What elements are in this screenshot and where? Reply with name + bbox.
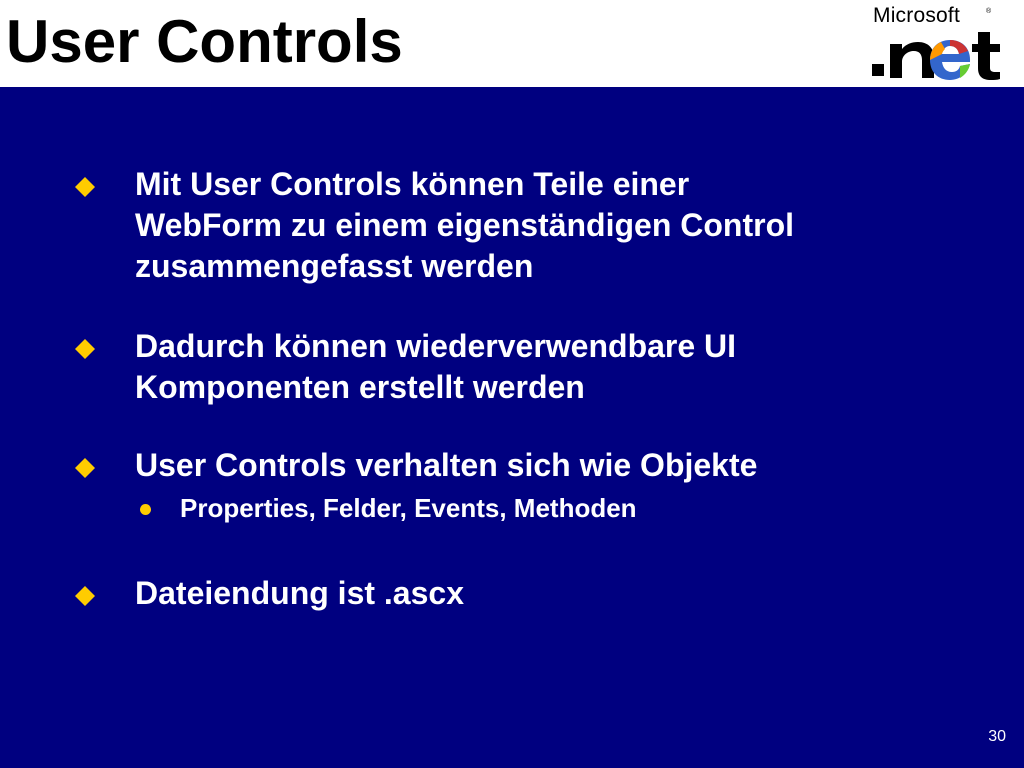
logo-registered-mark: ®	[986, 8, 992, 15]
diamond-bullet-icon	[75, 458, 95, 478]
slide-body	[0, 87, 1024, 768]
bullet-text-line: Mit User Controls können Teile einer	[135, 166, 690, 202]
bullet-text-line: User Controls verhalten sich wie Objekte	[135, 447, 758, 483]
microsoft-net-logo	[866, 2, 1018, 84]
slide-title: User Controls	[6, 8, 403, 75]
diamond-bullet-icon	[75, 586, 95, 606]
bullet-text-line: zusammengefasst werden	[135, 248, 534, 284]
bullet-text-line: Dadurch können wiederverwendbare UI	[135, 328, 737, 364]
bullet-text-line: Komponenten erstellt werden	[135, 369, 585, 405]
diamond-bullet-icon	[75, 339, 95, 359]
diamond-bullet-icon	[75, 177, 95, 197]
bullet-text-line: WebForm zu einem eigenständigen Control	[135, 207, 795, 243]
sub-bullet-text: Properties, Felder, Events, Methoden	[180, 493, 637, 523]
page-number: 30	[988, 728, 1006, 745]
slide-header	[0, 0, 1024, 87]
logo-brand: Microsoft	[873, 4, 960, 27]
net-wordmark-icon	[866, 2, 1018, 84]
round-bullet-icon	[140, 504, 151, 515]
bullet-text-line: Dateiendung ist .ascx	[135, 575, 464, 611]
